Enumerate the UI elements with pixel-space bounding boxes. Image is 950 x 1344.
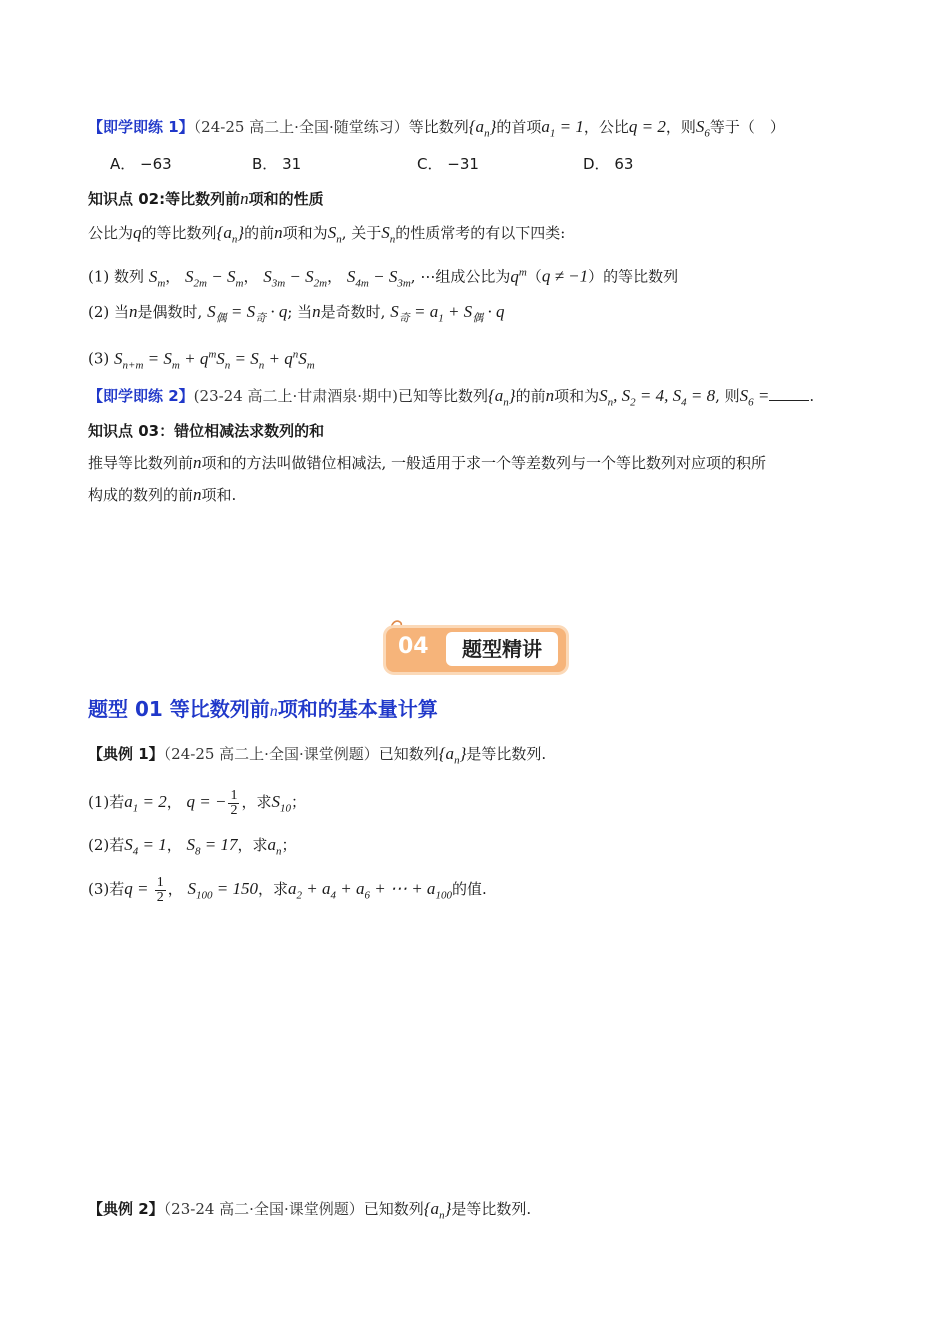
banner-title: 题型精讲 <box>446 632 558 666</box>
example-2-tag: 【典例 2】 <box>88 1200 164 1218</box>
banner-number: 04 <box>398 634 429 659</box>
answer-blank[interactable] <box>769 384 809 401</box>
exercise-1-source: （24-25 高二上·全国·随堂练习） <box>193 118 409 136</box>
exercise-1-line: 【即学即练 1】（24-25 高二上·全国·随堂练习）等比数列$\{a_n\}$的首项$a_1 = 1$，公比q = 2，则$S_6$等于（ ） <box>88 117 785 140</box>
example-1-question-3: (3)若q = $\frac{1}{2}$ ， $S_{100} = 150$，求$a_2 + a_4 + a_6$ + ⋯ + $a_{100}$的值. <box>88 874 487 905</box>
knowledge-point-2-intro: 公比为q的等比数列$\{a_n\}$的前n项和为$S_n$, 关于$S_n$的性质常考的有以下四类: <box>88 223 566 246</box>
property-1: (1) 数列 $S_m$， $S_{2m} - S_m$， $S_{3m} - S_{2m}$， $S_{4m} - S_{3m}$, ⋯组成公比为$q^m(q \ne -1)$的等比数列 <box>88 266 679 290</box>
math-a1: $a_1 = 1$ <box>541 117 584 140</box>
option-a[interactable]: A． −63 <box>110 155 172 173</box>
option-c[interactable]: C． −31 <box>417 155 479 173</box>
knowledge-point-2-title: 知识点 02:等比数列前n项和的性质 <box>88 189 324 208</box>
exercise-2-tag: 【即学即练 2】 <box>88 387 194 405</box>
option-b[interactable]: B． 31 <box>252 155 302 173</box>
example-1-line: 【典例 1】（24-25 高二上·全国·课堂例题）已知数列$\{a_n\}$是等比数列. <box>88 744 547 767</box>
math-s6: $S_6$ <box>695 117 710 140</box>
option-d[interactable]: D． 63 <box>583 155 634 173</box>
math-q: q = 2 <box>628 117 666 136</box>
math-seq: $\{a_n\}$ <box>468 117 497 140</box>
property-3: (3) $S_{n+m} = S_m + q^mS_n = S_n + q^nS_m$ <box>88 348 315 372</box>
exercise-1-tag: 【即学即练 1】 <box>88 118 194 136</box>
type-1-heading: 题型 01 等比数列前n项和的基本量计算 <box>88 697 438 721</box>
example-1-question-1: (1)若$a_1 = 2$， q = − $\frac{1}{2}$ ，求$S_{10}$； <box>88 787 306 818</box>
property-2: (2) 当n是偶数时, $S_偶 = S_奇 \cdot q$; 当n是奇数时, $S_奇 = a_1 + S_偶 \cdot q$ <box>88 302 505 325</box>
knowledge-point-3-line-2: 构成的数列的前n项和. <box>88 485 237 504</box>
exercise-2-line: 【即学即练 2】(23-24 高二上·甘肃酒泉·期中)已知等比数列$\{a_n\}$的前n项和为$S_n$, $S_2 = 4$, $S_4 = 8$, 则$S_6$ = . <box>88 386 815 409</box>
knowledge-point-3-title: 知识点 03：错位相减法求数列的和 <box>88 422 325 440</box>
example-1-tag: 【典例 1】 <box>88 745 164 763</box>
example-1-question-2: (2)若$S_4 = 1$， $S_8 = 17$，求$a_n$； <box>88 835 297 858</box>
example-2-line: 【典例 2】（23-24 高二·全国·课堂例题）已知数列$\{a_n\}$是等比数列. <box>88 1199 532 1222</box>
knowledge-point-3-line-1: 推导等比数列前n项和的方法叫做错位相减法, 一般适用于求一个等差数列与一个等比数列对应项的积所 <box>88 453 767 472</box>
section-banner <box>386 626 566 674</box>
